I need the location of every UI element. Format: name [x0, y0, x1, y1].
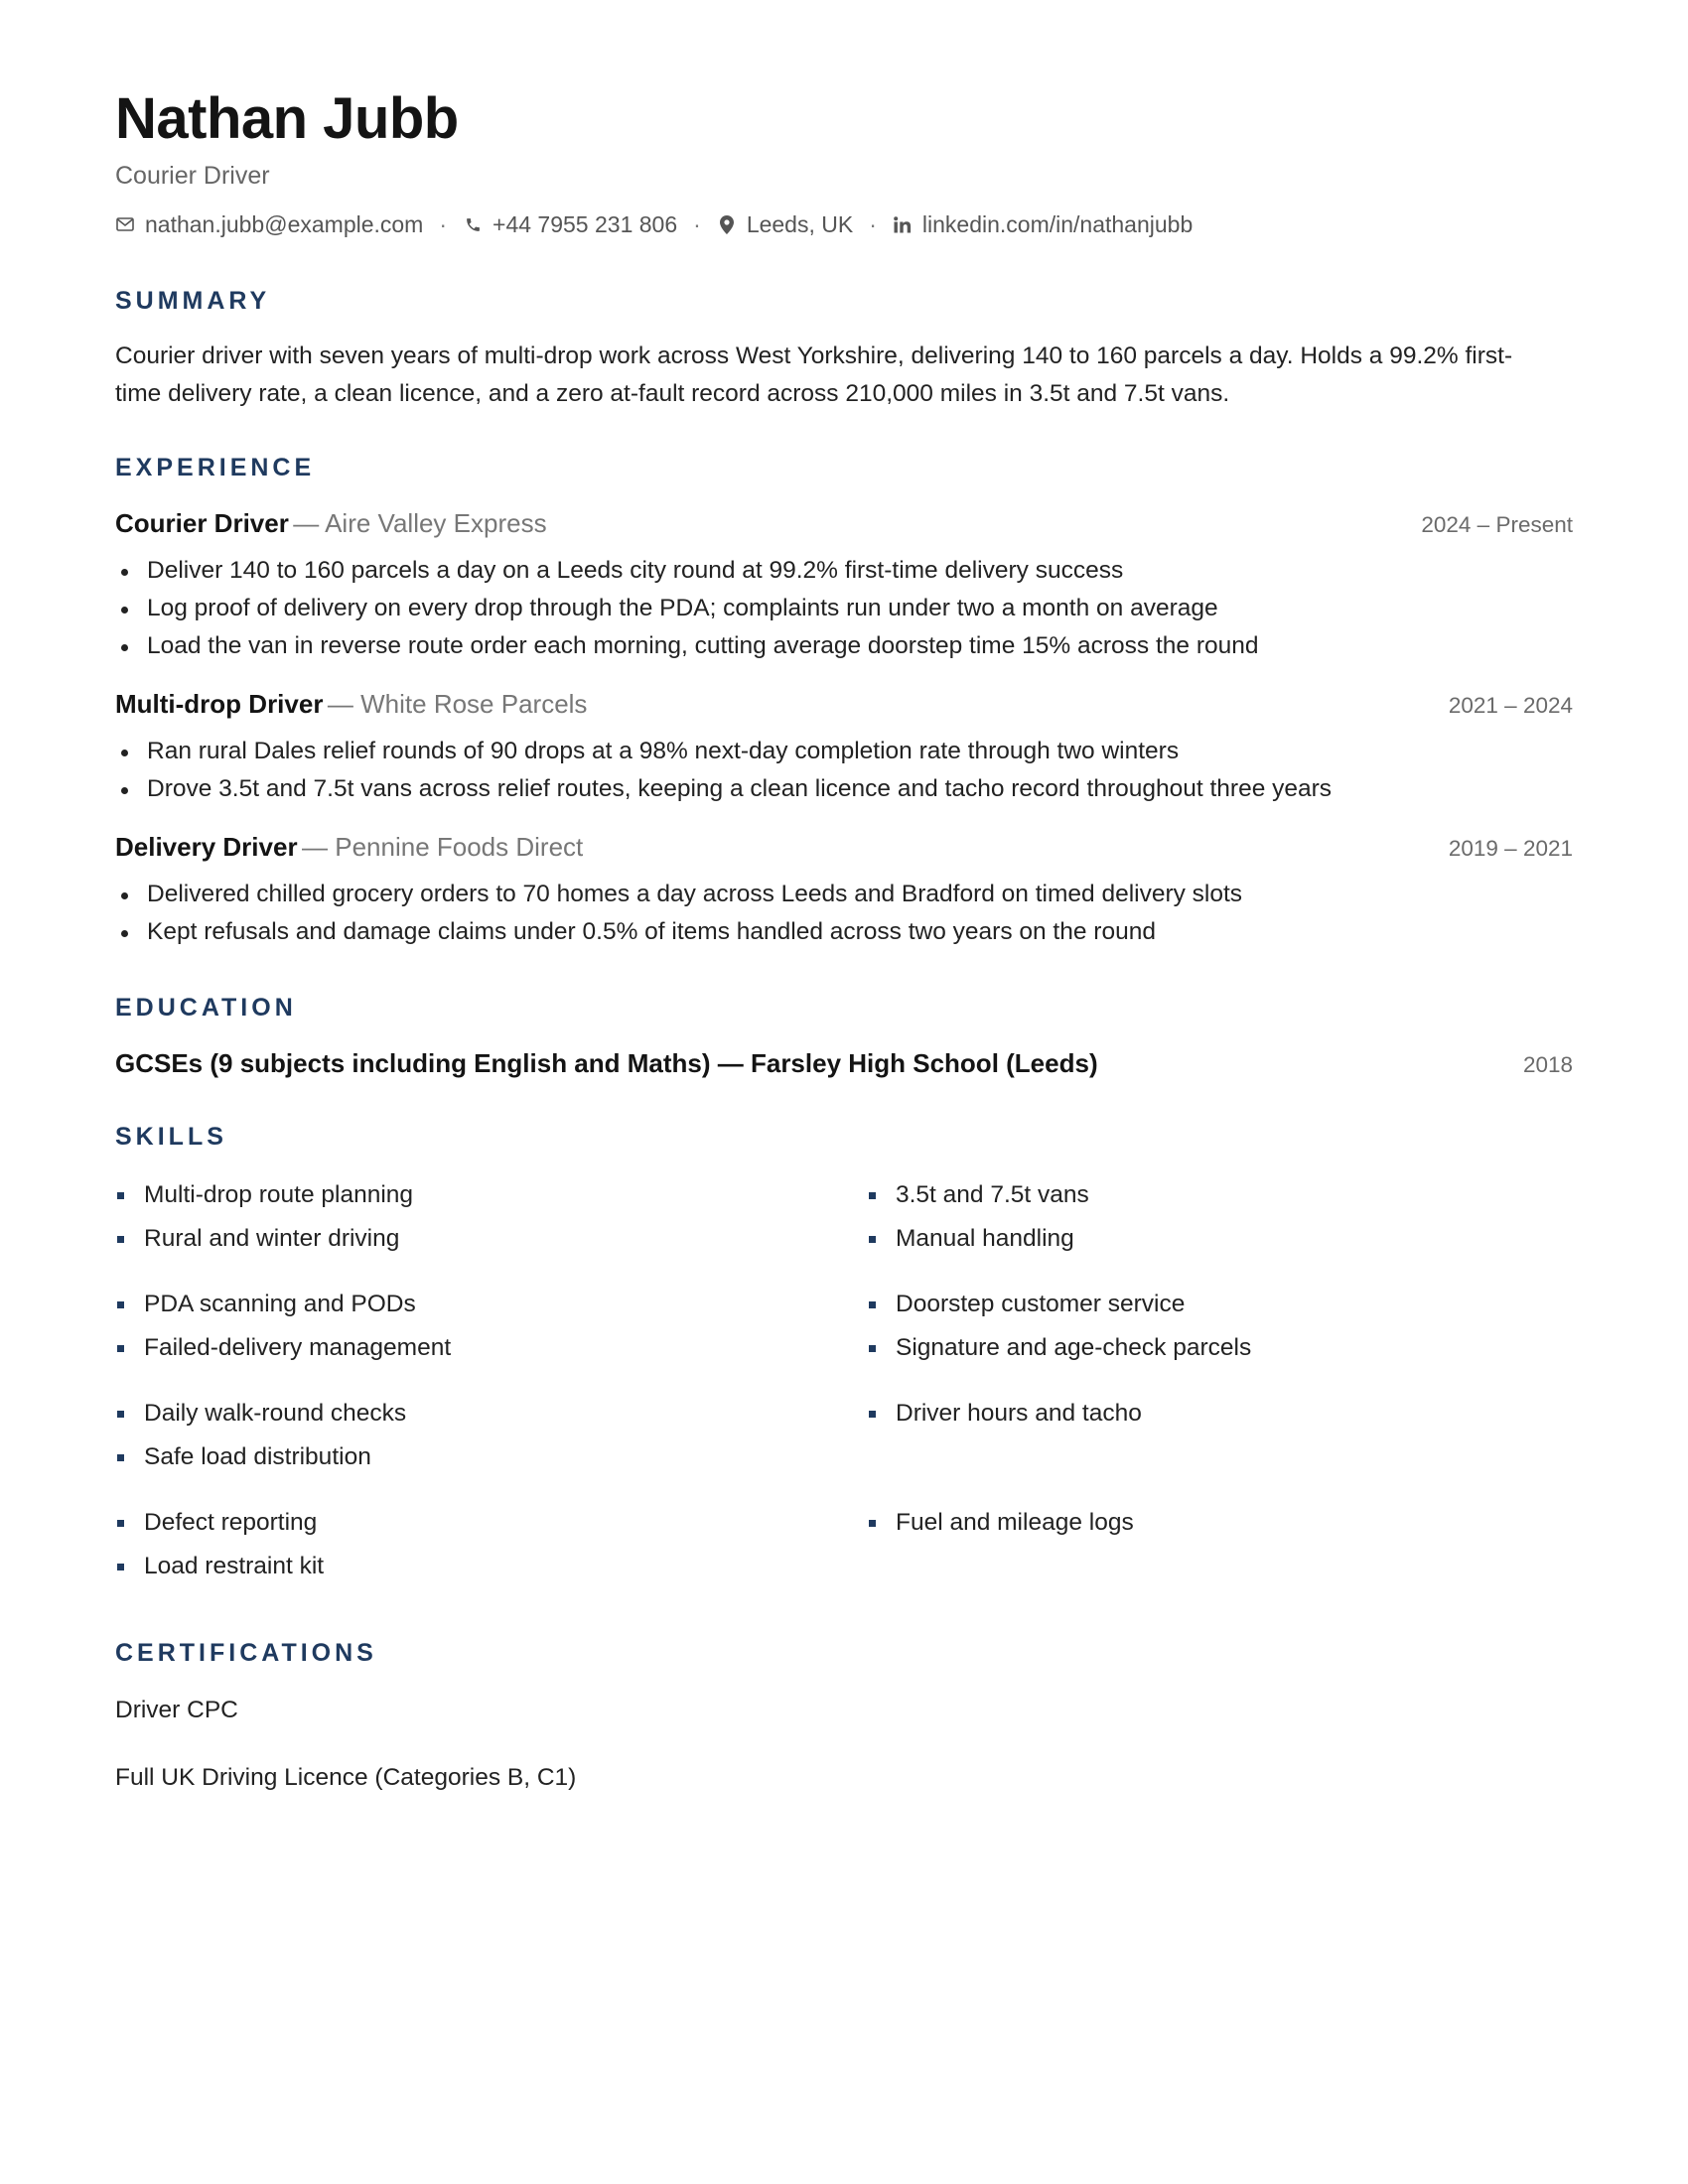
skill-group: [867, 1173, 1562, 1261]
skill-item: 3.5t and 7.5t vans: [867, 1173, 1562, 1217]
education-entry: [115, 1048, 1573, 1086]
job-entry: [115, 508, 1573, 665]
section-title-experience: EXPERIENCE: [115, 454, 316, 481]
skill-item: Load restraint kit: [115, 1545, 867, 1588]
skill-item: Doorstep customer service: [867, 1283, 1562, 1326]
contact-separator: ·: [693, 210, 701, 237]
contact-linkedin[interactable]: [893, 211, 1193, 238]
experience-section: [115, 453, 1573, 951]
contact-separator: ·: [869, 210, 877, 237]
certification-item: Driver CPC: [115, 1697, 238, 1723]
job-dates: 2021 – 2024: [1448, 693, 1573, 718]
job-bullet: Drove 3.5t and 7.5t vans across relief routes, keeping a clean licence and tacho record throughout three years: [115, 770, 1573, 808]
skill-group: [867, 1501, 1562, 1588]
job-company: — Aire Valley Express: [293, 508, 547, 538]
email-text: nathan.jubb@example.com: [145, 210, 424, 237]
skill-group: [115, 1392, 867, 1479]
job-company: — Pennine Foods Direct: [302, 832, 584, 862]
contact-separator: ·: [439, 210, 448, 237]
skill-group: [115, 1283, 867, 1370]
job-bullets: [115, 552, 1573, 665]
location-text: Leeds, UK: [746, 210, 854, 237]
skills-section: [115, 1122, 1573, 1610]
job-title: Multi-drop Driver: [115, 689, 324, 719]
skill-group: [867, 1283, 1562, 1370]
linkedin-icon: [893, 214, 913, 234]
skill-item: Fuel and mileage logs: [867, 1501, 1562, 1545]
education-text: GCSEs (9 subjects including English and Maths) — Farsley High School (Leeds): [115, 1048, 1098, 1078]
skill-group: [867, 1392, 1562, 1479]
skill-item: Driver hours and tacho: [867, 1392, 1562, 1435]
candidate-role: Courier Driver: [115, 162, 270, 190]
job-company: — White Rose Parcels: [327, 689, 588, 719]
job-title: Courier Driver: [115, 508, 289, 538]
skill-group: [115, 1501, 867, 1588]
skill-group: [115, 1173, 867, 1261]
contact-bar: [115, 206, 1573, 242]
resume-page: [115, 83, 1573, 1797]
job-bullet: Ran rural Dales relief rounds of 90 drops at a 98% next-day completion rate through two winters: [115, 733, 1573, 770]
contact-email[interactable]: [115, 211, 423, 238]
skill-item: Defect reporting: [115, 1501, 867, 1545]
mail-icon: [115, 214, 135, 234]
skill-item: Multi-drop route planning: [115, 1173, 867, 1217]
job-bullet: Log proof of delivery on every drop through the PDA; complaints run under two a month on average: [115, 590, 1573, 627]
education-date: 2018: [1522, 1052, 1573, 1077]
skill-item: Signature and age-check parcels: [867, 1326, 1562, 1370]
job-bullet: Deliver 140 to 160 parcels a day on a Leeds city round at 99.2% first-time delivery success: [115, 552, 1573, 590]
skill-item: Manual handling: [867, 1217, 1562, 1261]
job-title: Delivery Driver: [115, 832, 298, 862]
summary-text: Courier driver with seven years of multi-drop work across West Yorkshire, delivering 140 to 160 parcels a day. Holds a 99.2% first-time delivery rate, a clean licence, and a zero at-fault record across 210,000 miles in 3.5t and 7.5t vans.: [115, 342, 1513, 407]
job-bullet: Kept refusals and damage claims under 0.5% of items handled across two years on the round: [115, 913, 1573, 951]
location-pin-icon: [717, 214, 737, 234]
job-dates: 2019 – 2021: [1448, 836, 1573, 861]
job-bullet: Delivered chilled grocery orders to 70 homes a day across Leeds and Bradford on timed delivery slots: [115, 876, 1573, 913]
section-title-skills: SKILLS: [115, 1123, 227, 1151]
contact-phone[interactable]: [463, 211, 677, 238]
certifications-section: [115, 1638, 1573, 1797]
section-title-education: EDUCATION: [115, 994, 297, 1022]
education-section: [115, 993, 1573, 1086]
summary-section: [115, 286, 1573, 413]
job-entry: [115, 832, 1573, 951]
phone-text: +44 7955 231 806: [492, 210, 678, 237]
skill-item: Failed-delivery management: [115, 1326, 867, 1370]
contact-location: [717, 211, 853, 238]
job-dates: 2024 – Present: [1421, 512, 1573, 537]
linkedin-text: linkedin.com/in/nathanjubb: [921, 210, 1194, 237]
job-bullet: Load the van in reverse route order each morning, cutting average doorstep time 15% across the round: [115, 627, 1573, 665]
skill-item: Daily walk-round checks: [115, 1392, 867, 1435]
job-bullets: [115, 876, 1573, 951]
section-title-certifications: CERTIFICATIONS: [115, 1639, 377, 1667]
skill-item: Rural and winter driving: [115, 1217, 867, 1261]
certification-item: Full UK Driving Licence (Categories B, C1): [115, 1764, 577, 1791]
skills-grid: [115, 1173, 1573, 1610]
skill-item: PDA scanning and PODs: [115, 1283, 867, 1326]
candidate-name: Nathan Jubb: [115, 86, 459, 151]
skill-item: Safe load distribution: [115, 1435, 867, 1479]
section-title-summary: SUMMARY: [115, 287, 271, 315]
phone-icon: [463, 214, 483, 234]
job-bullets: [115, 733, 1573, 808]
job-entry: [115, 689, 1573, 808]
